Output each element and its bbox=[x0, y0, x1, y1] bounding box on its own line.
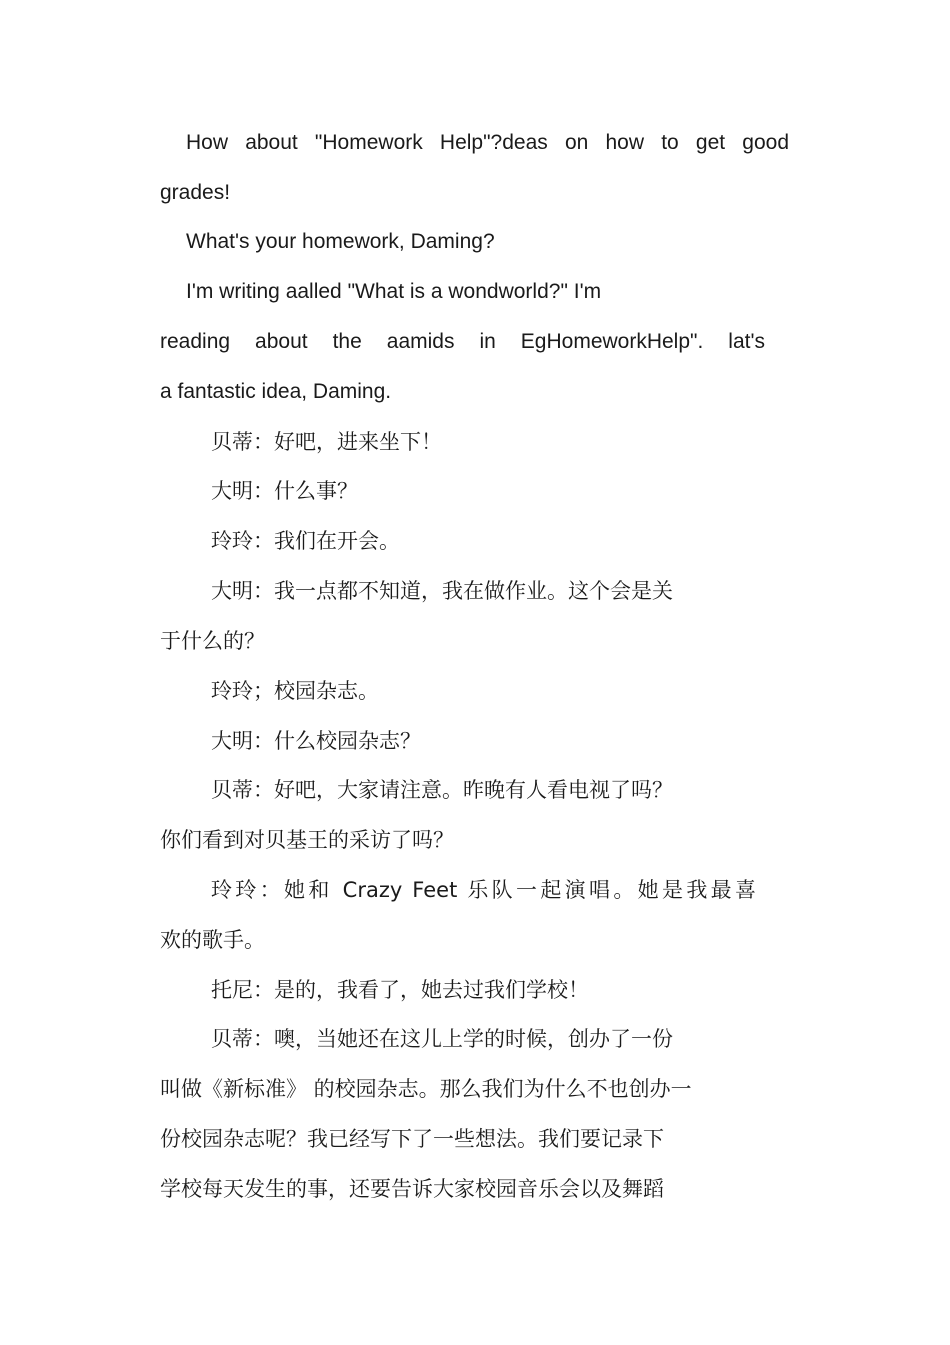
text-line: 玲玲：我们在开会。 bbox=[211, 529, 400, 553]
text-line: How about "Homework Help"?deas on how to get good bbox=[186, 131, 789, 154]
text-line: What's your homework, Daming? bbox=[186, 230, 495, 253]
text-line: 叫做《新标准》 的校园杂志。那么我们为什么不也创办一 bbox=[160, 1077, 692, 1101]
text-line: 贝蒂：好吧，进来坐下！ bbox=[211, 430, 442, 454]
text-line: 大明：什么校园杂志？ bbox=[211, 729, 421, 753]
text-line: 大明：什么事？ bbox=[211, 479, 358, 503]
text-line: 份校园杂志呢？我已经写下了一些想法。我们要记录下 bbox=[160, 1127, 664, 1151]
text-line: 你们看到对贝基王的采访了吗？ bbox=[160, 828, 454, 852]
text-line: 于什么的？ bbox=[160, 629, 265, 653]
text-line: 托尼：是的，我看了，她去过我们学校！ bbox=[211, 978, 589, 1002]
text-line: a fantastic idea, Daming. bbox=[160, 380, 392, 403]
text-line: 玲玲；校园杂志。 bbox=[211, 679, 379, 703]
text-line: 学校每天发生的事，还要告诉大家校园音乐会以及舞蹈 bbox=[160, 1177, 664, 1201]
text-line: reading about the aamids in EgHomeworkHelp". lat's bbox=[160, 330, 765, 353]
text-line: grades! bbox=[160, 181, 231, 204]
text-line: 贝蒂：好吧，大家请注意。昨晚有人看电视了吗？ bbox=[211, 778, 673, 802]
text-line: 玲玲：她和 Crazy Feet 乐队一起演唱。她是我最喜 bbox=[211, 878, 756, 902]
text-line: 贝蒂：噢，当她还在这儿上学的时候，创办了一份 bbox=[211, 1027, 673, 1051]
text-line: 欢的歌手。 bbox=[160, 928, 265, 952]
text-line: 大明：我一点都不知道，我在做作业。这个会是关 bbox=[211, 579, 673, 603]
text-line: I'm writing aalled "What is a wondworld?" I'm bbox=[186, 280, 602, 303]
